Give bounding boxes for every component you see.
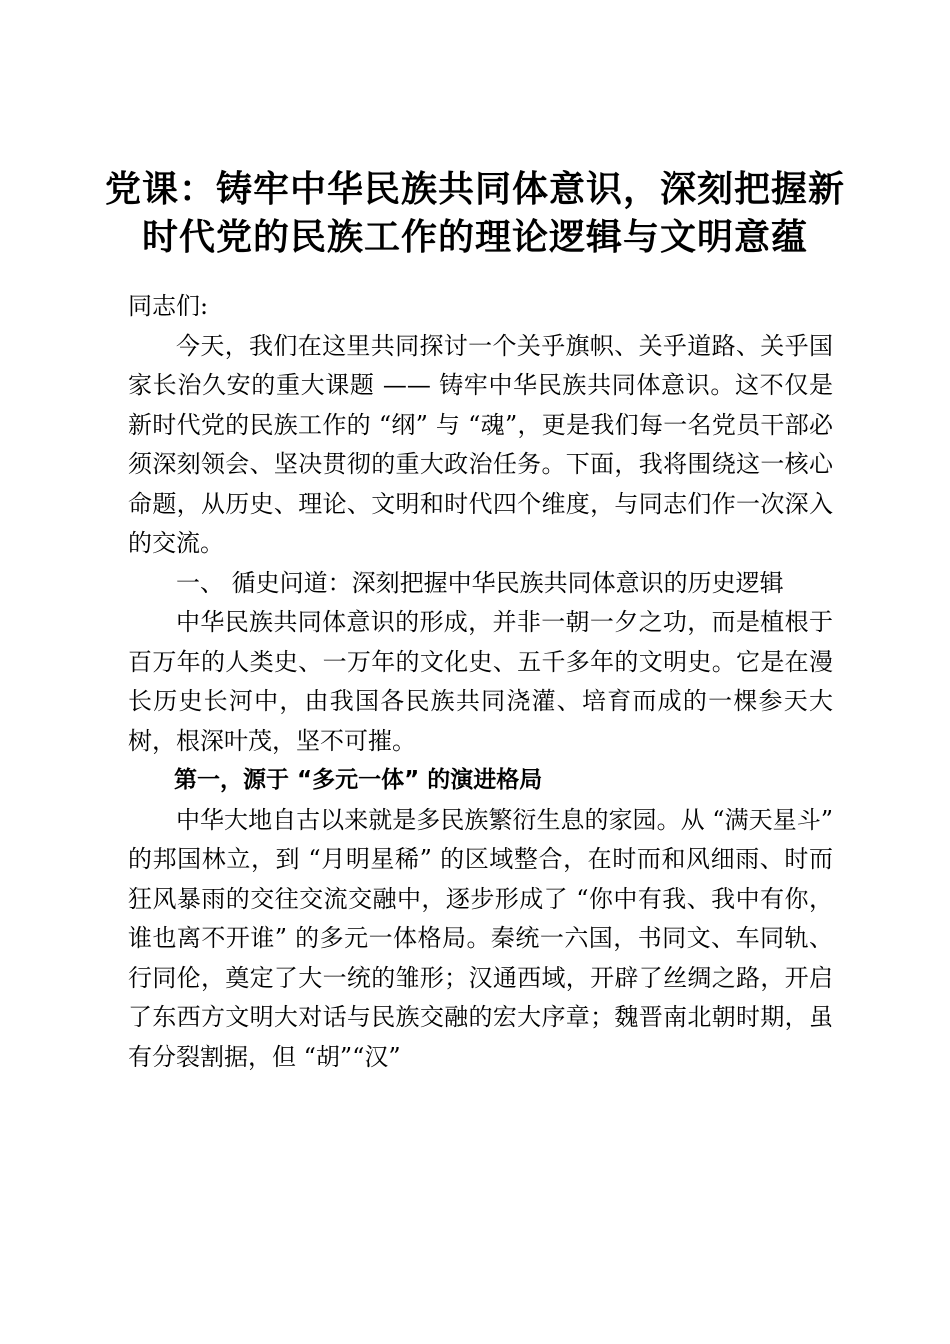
title-line-1: 党课：铸牢中华民族共同体意识，深刻把握新 — [104, 169, 845, 210]
section-heading-1: 一、 循史问道：深刻把握中华民族共同体意识的历史逻辑 — [176, 568, 784, 597]
document-body — [128, 287, 833, 1077]
paragraph-history: 中华民族共同体意识的形成，并非一朝一夕之功，而是植根于百万年的人类史、一万年的文化史、五千多年的文明史。它是在漫长历史长河中，由我国各民族共同浇灌、培育而成的一棵参天大树，根深叶茂，坚不可摧。 — [128, 608, 833, 755]
paragraph-intro: 今天，我们在这里共同探讨一个关乎旗帜、关乎道路、关乎国家长治久安的重大课题 —— 铸牢中华民族共同体意识。这不仅是新时代党的民族工作的 “纲” 与 “魂”，更是我们每一名党员干部必须深刻领会、坚决贯彻的重大政治任务。下面，我将围绕这一核心命题，从历史、理论、文明和时代四个维度，与同志们作一次深入的交流。 — [128, 331, 833, 557]
title-line-2: 时代党的民族工作的理论逻辑与文明意蕴 — [141, 217, 808, 258]
paragraph-pattern: 中华大地自古以来就是多民族繁衍生息的家园。从 “满天星斗” 的邦国林立，到 “月明星稀” 的区域整合，在时而和风细雨、时而狂风暴雨的交往交流交融中，逐步形成了 “你中有我、我中有你，谁也离不开谁” 的多元一体格局。秦统一六国，书同文、车同轨、行同伦，奠定了大一统的雏形；汉通西域，开辟了丝绸之路，开启了东西方文明大对话与民族交融的宏大序章；魏晋南北朝时期，虽有分裂割据，但 “胡”“汉” — [128, 805, 833, 1071]
document-title — [100, 166, 850, 262]
salutation: 同志们: — [128, 292, 209, 320]
subheading-first: 第一，源于 “多元一体” 的演进格局 — [174, 767, 543, 793]
